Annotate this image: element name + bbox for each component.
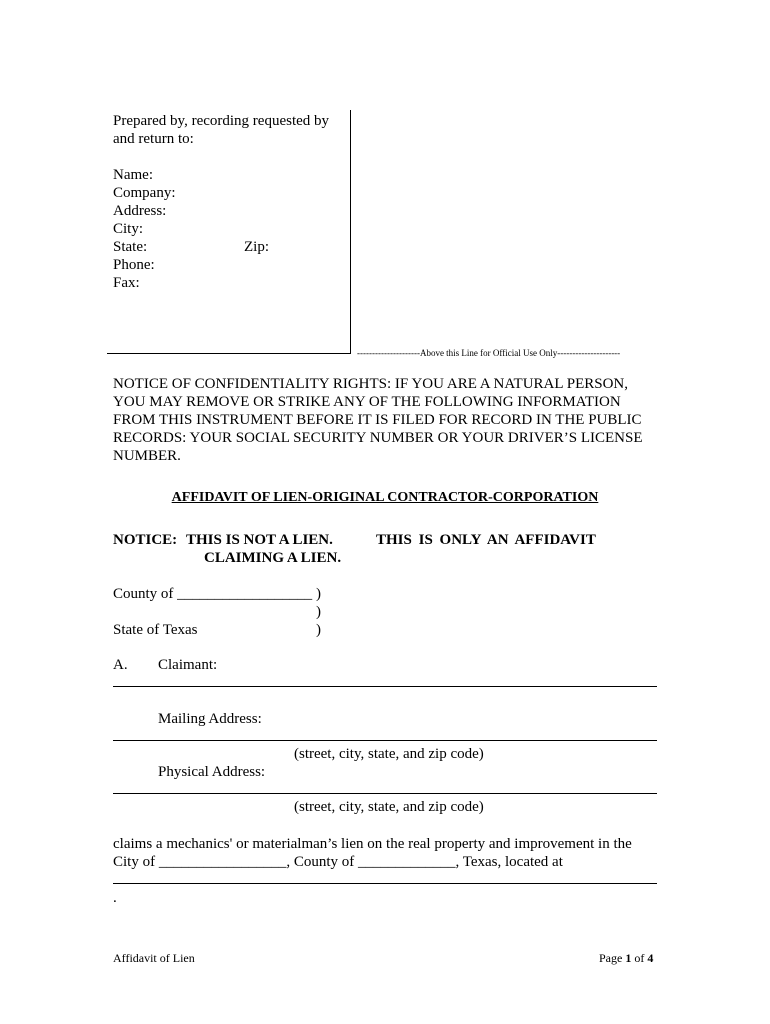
mailing-address-label: Mailing Address: (158, 711, 262, 727)
confidentiality-line-2: YOU MAY REMOVE OR STRIKE ANY OF THE FOLLOWING INFORMATION (113, 394, 621, 410)
venue-paren-1: ) (316, 586, 321, 602)
state-label: State: (113, 239, 148, 255)
claimant-line (113, 686, 657, 687)
confidentiality-line-4: RECORDS: YOUR SOCIAL SECURITY NUMBER OR YOUR DRIVER’S LICENSE (113, 430, 643, 446)
mailing-address-hint: (street, city, state, and zip code) (294, 746, 484, 762)
venue-paren-2: ) (316, 604, 321, 620)
page-indicator (599, 949, 653, 967)
address-label: Address: (113, 203, 167, 219)
city-label: City: (113, 221, 144, 237)
notice-claiming-lien: CLAIMING A LIEN. (204, 550, 342, 566)
fax-label: Fax: (113, 275, 140, 291)
notice-not-a-lien: THIS IS NOT A LIEN. (186, 532, 333, 548)
claims-line-1: claims a mechanics' or materialman’s lien on the real property and improvement in the (113, 836, 632, 852)
recording-box-divider (350, 110, 351, 354)
return-to-line: and return to: (113, 131, 194, 147)
name-label: Name: (113, 167, 153, 183)
zip-label: Zip: (244, 239, 269, 255)
venue-paren-3: ) (316, 622, 321, 638)
claims-line-2: City of _________________, County of _____________, Texas, located at (113, 854, 563, 870)
county-of-line: County of __________________ (113, 586, 313, 602)
claimant-letter: A. (113, 657, 128, 673)
page-word: Page (599, 951, 623, 965)
mailing-address-line (113, 740, 657, 741)
company-label: Company: (113, 185, 176, 201)
property-location-line (113, 883, 657, 884)
physical-address-label: Physical Address: (158, 764, 266, 780)
footer-title: Affidavit of Lien (113, 951, 195, 965)
physical-address-line (113, 793, 657, 794)
confidentiality-line-1: NOTICE OF CONFIDENTIALITY RIGHTS: IF YOU ARE A NATURAL PERSON, (113, 376, 629, 392)
of-word: of (634, 951, 645, 965)
notice-label: NOTICE: (113, 532, 178, 548)
official-use-line: ---------------------Above this Line for Official Use Only--------------------- (357, 348, 621, 358)
state-of-texas: State of Texas (113, 622, 198, 638)
claims-period: . (113, 890, 117, 906)
page-total: 4 (647, 951, 654, 965)
notice-only-affidavit: THIS IS ONLY AN AFFIDAVIT (376, 532, 596, 548)
page-number: 1 (625, 951, 632, 965)
recording-box-bottom-rule (107, 353, 351, 354)
document-title: AFFIDAVIT OF LIEN-ORIGINAL CONTRACTOR-CORPORATION (171, 490, 599, 505)
claimant-label: Claimant: (158, 657, 218, 673)
confidentiality-line-5: NUMBER. (113, 448, 181, 464)
prepared-by-line: Prepared by, recording requested by (113, 113, 330, 129)
phone-label: Phone: (113, 257, 155, 273)
confidentiality-line-3: FROM THIS INSTRUMENT BEFORE IT IS FILED FOR RECORD IN THE PUBLIC (113, 412, 642, 428)
physical-address-hint: (street, city, state, and zip code) (294, 799, 484, 815)
